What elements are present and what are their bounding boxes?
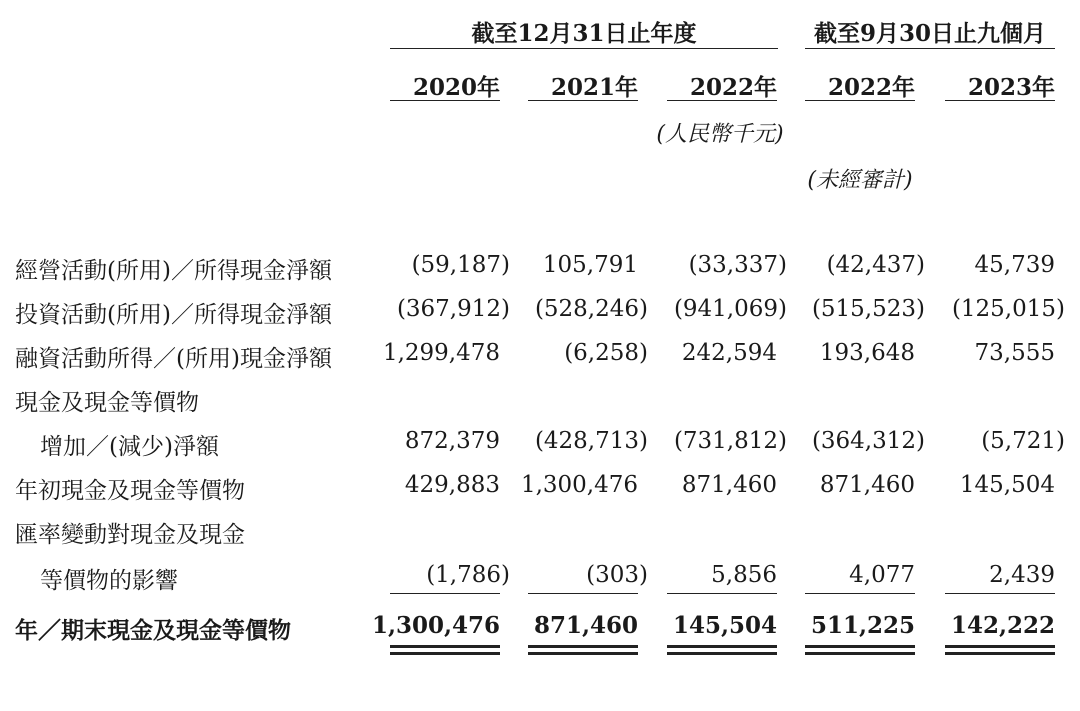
group-header-rule (805, 48, 1055, 49)
cell-investing-2022: (941,069) (673, 296, 787, 322)
cell-netchange-2021: (428,713) (534, 428, 648, 454)
cell-financing-2022: 242,594 (681, 340, 777, 366)
total-double-rule (667, 645, 777, 655)
cell-fx-2023-9m: 2,439 (989, 562, 1055, 588)
cell-fx-2022-9m: 4,077 (849, 562, 915, 588)
cell-netchange-2022-9m: (364,312) (811, 428, 925, 454)
cell-opening-2022-9m: 871,460 (819, 472, 915, 498)
cell-financing-2022-9m: 193,648 (819, 340, 915, 366)
currency-note: (人民幣千元) (656, 122, 784, 147)
total-double-rule (390, 645, 500, 655)
row-label-closing-cash: 年／期末現金及現金等價物 (15, 617, 291, 644)
row-label-operating: 經營活動(所用)／所得現金淨額 (15, 258, 332, 284)
group-header-fiscal-year: 截至12月31日止年度 (471, 20, 697, 47)
year-header-rule (528, 100, 638, 101)
year-header-2020: 2020年 (412, 74, 500, 101)
year-header-2022-9m: 2022年 (827, 74, 915, 101)
cell-operating-2023-9m: 45,739 (974, 252, 1055, 278)
year-header-2021: 2021年 (550, 74, 638, 101)
cell-closing-2023-9m: 142,222 (950, 612, 1055, 639)
row-label-cash-heading: 現金及現金等價物 (15, 390, 199, 416)
cell-financing-2023-9m: 73,555 (974, 340, 1055, 366)
cell-financing-2020: 1,299,478 (382, 340, 500, 366)
cell-netchange-2022: (731,812) (673, 428, 787, 454)
cell-investing-2020: (367,912) (396, 296, 510, 322)
row-label-investing: 投資活動(所用)／所得現金淨額 (15, 302, 332, 328)
group-header-nine-months: 截至9月30日止九個月 (813, 20, 1046, 47)
cell-closing-2020: 1,300,476 (371, 612, 500, 639)
cell-financing-2021: (6,258) (564, 340, 648, 366)
cell-opening-2022: 871,460 (681, 472, 777, 498)
cell-fx-2022: 5,856 (711, 562, 777, 588)
cell-closing-2021: 871,460 (533, 612, 638, 639)
cell-investing-2021: (528,246) (534, 296, 648, 322)
cell-opening-2023-9m: 145,504 (959, 472, 1055, 498)
row-label-financing: 融資活動所得／(所用)現金淨額 (15, 346, 332, 372)
total-double-rule (805, 645, 915, 655)
cell-netchange-2023-9m: (5,721) (981, 428, 1065, 454)
cell-netchange-2020: 872,379 (404, 428, 500, 454)
subtotal-rule (667, 593, 777, 594)
year-header-rule (805, 100, 915, 101)
subtotal-rule (805, 593, 915, 594)
cell-operating-2022: (33,337) (688, 252, 787, 278)
cell-fx-2021: (303) (586, 562, 648, 588)
row-label-net-change: 增加／(減少)淨額 (40, 434, 219, 460)
cell-opening-2021: 1,300,476 (520, 472, 638, 498)
year-header-2023-9m: 2023年 (967, 74, 1055, 101)
year-header-2022: 2022年 (689, 74, 777, 101)
cell-investing-2022-9m: (515,523) (811, 296, 925, 322)
total-double-rule (528, 645, 638, 655)
cell-opening-2020: 429,883 (404, 472, 500, 498)
unaudited-note: (未經審計) (807, 168, 913, 193)
subtotal-rule (528, 593, 638, 594)
cell-closing-2022-9m: 511,225 (810, 612, 915, 639)
year-header-rule (390, 100, 500, 101)
cell-investing-2023-9m: (125,015) (951, 296, 1065, 322)
cell-operating-2020: (59,187) (411, 252, 510, 278)
group-header-rule (390, 48, 778, 49)
year-header-rule (667, 100, 777, 101)
cell-operating-2022-9m: (42,437) (826, 252, 925, 278)
cell-fx-2020: (1,786) (426, 562, 510, 588)
cell-operating-2021: 105,791 (542, 252, 638, 278)
subtotal-rule (945, 593, 1055, 594)
row-label-opening-cash: 年初現金及現金等價物 (15, 478, 245, 504)
subtotal-rule (390, 593, 500, 594)
row-label-fx-effect: 等價物的影響 (40, 568, 178, 594)
row-label-fx-heading: 匯率變動對現金及現金 (15, 522, 245, 548)
year-header-rule (945, 100, 1055, 101)
cell-closing-2022: 145,504 (672, 612, 777, 639)
total-double-rule (945, 645, 1055, 655)
